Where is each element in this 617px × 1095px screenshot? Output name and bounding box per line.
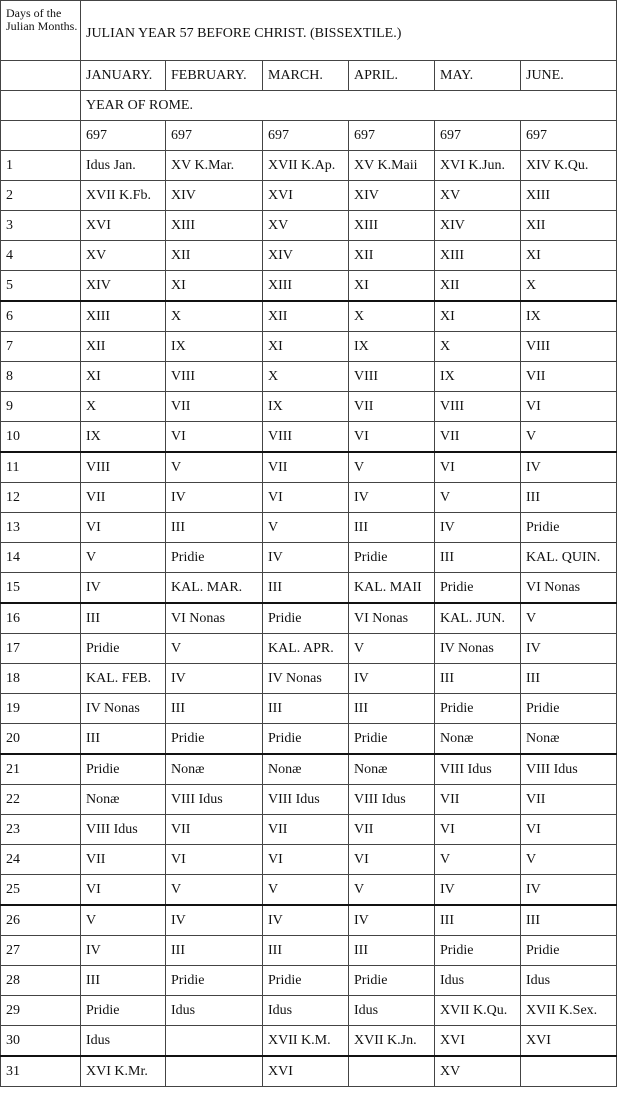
day-number-cell: 20 bbox=[1, 724, 81, 755]
roman-date-cell: XI bbox=[81, 362, 166, 392]
roman-date-cell: Nonæ bbox=[166, 754, 263, 785]
roman-date-cell: XII bbox=[435, 271, 521, 302]
roman-date-cell bbox=[521, 1056, 617, 1087]
year-label-blank bbox=[1, 91, 81, 121]
table-row bbox=[1, 241, 617, 271]
roman-date-cell: XVI bbox=[81, 211, 166, 241]
roman-date-cell: VI bbox=[435, 815, 521, 845]
table-row bbox=[1, 211, 617, 241]
roman-date-cell: III bbox=[166, 513, 263, 543]
table-row bbox=[1, 573, 617, 604]
roman-date-cell: VIII bbox=[435, 392, 521, 422]
roman-date-cell: XII bbox=[521, 211, 617, 241]
day-number-cell: 19 bbox=[1, 694, 81, 724]
roman-date-cell: XV bbox=[81, 241, 166, 271]
roman-date-cell: VI bbox=[263, 483, 349, 513]
year-of-rome-label: YEAR OF ROME. bbox=[81, 91, 617, 121]
table-row bbox=[1, 271, 617, 302]
roman-date-cell: IV bbox=[349, 483, 435, 513]
day-number-cell: 14 bbox=[1, 543, 81, 573]
year-value: 697 bbox=[81, 121, 166, 151]
roman-date-cell: Pridie bbox=[263, 724, 349, 755]
roman-date-cell: IV Nonas bbox=[435, 634, 521, 664]
roman-date-cell: XVI bbox=[521, 1026, 617, 1057]
roman-date-cell: Idus Jan. bbox=[81, 151, 166, 181]
table-row bbox=[1, 452, 617, 483]
roman-date-cell: XVII K.Fb. bbox=[81, 181, 166, 211]
roman-date-cell: Nonæ bbox=[81, 785, 166, 815]
roman-date-cell: III bbox=[81, 603, 166, 634]
roman-date-cell: XI bbox=[166, 271, 263, 302]
roman-date-cell: VII bbox=[81, 845, 166, 875]
roman-date-cell: XI bbox=[263, 332, 349, 362]
roman-date-cell: XIII bbox=[263, 271, 349, 302]
roman-date-cell: VII bbox=[349, 392, 435, 422]
day-number-cell: 9 bbox=[1, 392, 81, 422]
roman-date-cell: IV Nonas bbox=[81, 694, 166, 724]
day-number-cell: 11 bbox=[1, 452, 81, 483]
day-number-cell: 27 bbox=[1, 936, 81, 966]
roman-date-cell: IX bbox=[521, 301, 617, 332]
calendar-body bbox=[1, 1, 617, 1087]
roman-date-cell: VII bbox=[521, 785, 617, 815]
roman-date-cell: X bbox=[263, 362, 349, 392]
roman-date-cell: V bbox=[435, 483, 521, 513]
roman-date-cell bbox=[166, 1056, 263, 1087]
table-row bbox=[1, 634, 617, 664]
year-of-rome-label-row bbox=[1, 91, 617, 121]
table-row bbox=[1, 936, 617, 966]
roman-date-cell: V bbox=[263, 875, 349, 906]
roman-date-cell: VIII bbox=[166, 362, 263, 392]
table-row bbox=[1, 181, 617, 211]
roman-date-cell: VI bbox=[166, 422, 263, 453]
roman-date-cell: VIII bbox=[349, 362, 435, 392]
year-value: 697 bbox=[435, 121, 521, 151]
roman-date-cell: VII bbox=[435, 422, 521, 453]
roman-date-cell: Idus bbox=[166, 996, 263, 1026]
roman-date-cell: XIV bbox=[166, 181, 263, 211]
roman-date-cell: VII bbox=[349, 815, 435, 845]
roman-date-cell: Nonæ bbox=[435, 724, 521, 755]
day-number-cell: 21 bbox=[1, 754, 81, 785]
roman-date-cell: VI Nonas bbox=[166, 603, 263, 634]
table-title-cell bbox=[81, 1, 617, 61]
roman-date-cell: III bbox=[263, 936, 349, 966]
roman-date-cell: Pridie bbox=[166, 543, 263, 573]
roman-date-cell: XV K.Mar. bbox=[166, 151, 263, 181]
roman-date-cell: KAL. FEB. bbox=[81, 664, 166, 694]
roman-date-cell: XVI bbox=[435, 1026, 521, 1057]
roman-date-cell: X bbox=[81, 392, 166, 422]
roman-date-cell: XVI bbox=[263, 1056, 349, 1087]
day-number-cell: 24 bbox=[1, 845, 81, 875]
roman-date-cell: III bbox=[435, 905, 521, 936]
roman-date-cell: VIII bbox=[521, 332, 617, 362]
roman-date-cell: III bbox=[166, 936, 263, 966]
roman-date-cell: IX bbox=[349, 332, 435, 362]
roman-date-cell: XVII K.Jn. bbox=[349, 1026, 435, 1057]
roman-date-cell: XVII K.Sex. bbox=[521, 996, 617, 1026]
roman-date-cell: Pridie bbox=[81, 754, 166, 785]
table-row bbox=[1, 694, 617, 724]
year-value: 697 bbox=[166, 121, 263, 151]
roman-date-cell: VII bbox=[435, 785, 521, 815]
roman-date-cell: Pridie bbox=[435, 573, 521, 604]
roman-date-cell: XIV bbox=[349, 181, 435, 211]
table-row bbox=[1, 905, 617, 936]
day-number-cell: 2 bbox=[1, 181, 81, 211]
table-title: JULIAN YEAR 57 BEFORE CHRIST. bbox=[86, 25, 307, 41]
roman-date-cell: VI bbox=[81, 513, 166, 543]
roman-date-cell: VII bbox=[263, 452, 349, 483]
month-header: JANUARY. bbox=[81, 61, 166, 91]
roman-date-cell: Pridie bbox=[349, 724, 435, 755]
roman-date-cell: VIII bbox=[81, 452, 166, 483]
roman-date-cell: XV bbox=[263, 211, 349, 241]
roman-date-cell: IV bbox=[349, 905, 435, 936]
roman-date-cell: IV bbox=[263, 543, 349, 573]
roman-date-cell: IV bbox=[435, 875, 521, 906]
roman-date-cell: VII bbox=[166, 815, 263, 845]
table-row bbox=[1, 513, 617, 543]
roman-date-cell: III bbox=[263, 573, 349, 604]
roman-date-cell: XII bbox=[263, 301, 349, 332]
table-row bbox=[1, 422, 617, 453]
table-row bbox=[1, 1026, 617, 1057]
day-number-cell: 15 bbox=[1, 573, 81, 604]
roman-date-cell: XII bbox=[349, 241, 435, 271]
roman-date-cell: VII bbox=[81, 483, 166, 513]
roman-date-cell: VIII Idus bbox=[263, 785, 349, 815]
day-number-cell: 25 bbox=[1, 875, 81, 906]
roman-date-cell: XI bbox=[435, 301, 521, 332]
year-value: 697 bbox=[521, 121, 617, 151]
day-number-cell: 13 bbox=[1, 513, 81, 543]
roman-date-cell: III bbox=[435, 664, 521, 694]
months-row-blank bbox=[1, 61, 81, 91]
roman-date-cell: VI bbox=[166, 845, 263, 875]
day-number-cell: 29 bbox=[1, 996, 81, 1026]
roman-date-cell: XVII K.M. bbox=[263, 1026, 349, 1057]
roman-date-cell: VIII Idus bbox=[81, 815, 166, 845]
roman-date-cell: XIV K.Qu. bbox=[521, 151, 617, 181]
year-values-blank bbox=[1, 121, 81, 151]
roman-date-cell: VIII bbox=[263, 422, 349, 453]
roman-date-cell: V bbox=[81, 905, 166, 936]
roman-date-cell: XVII K.Qu. bbox=[435, 996, 521, 1026]
roman-date-cell: Idus bbox=[263, 996, 349, 1026]
day-number-cell: 26 bbox=[1, 905, 81, 936]
roman-date-cell: V bbox=[349, 875, 435, 906]
roman-date-cell: IX bbox=[81, 422, 166, 453]
roman-date-cell: IV bbox=[81, 936, 166, 966]
roman-date-cell: XV K.Maii bbox=[349, 151, 435, 181]
roman-date-cell: VI bbox=[263, 845, 349, 875]
roman-date-cell: IV bbox=[166, 664, 263, 694]
year-value: 697 bbox=[263, 121, 349, 151]
table-row bbox=[1, 845, 617, 875]
title-row bbox=[1, 1, 617, 61]
roman-date-cell: VII bbox=[521, 362, 617, 392]
table-subtitle: (BISSEXTILE.) bbox=[310, 25, 402, 41]
roman-date-cell bbox=[166, 1026, 263, 1057]
month-header: MARCH. bbox=[263, 61, 349, 91]
day-number-cell: 3 bbox=[1, 211, 81, 241]
roman-date-cell: V bbox=[521, 845, 617, 875]
roman-date-cell: VI bbox=[435, 452, 521, 483]
roman-date-cell: V bbox=[81, 543, 166, 573]
roman-date-cell: III bbox=[263, 694, 349, 724]
month-header: FEBRUARY. bbox=[166, 61, 263, 91]
day-number-cell: 8 bbox=[1, 362, 81, 392]
roman-date-cell: VI Nonas bbox=[349, 603, 435, 634]
roman-date-cell: Pridie bbox=[521, 936, 617, 966]
roman-date-cell: XIV bbox=[81, 271, 166, 302]
roman-date-cell: VI bbox=[521, 815, 617, 845]
roman-date-cell: IV bbox=[521, 452, 617, 483]
month-header: APRIL. bbox=[349, 61, 435, 91]
roman-date-cell: IV bbox=[435, 513, 521, 543]
roman-date-cell: V bbox=[521, 422, 617, 453]
roman-date-cell: Pridie bbox=[521, 513, 617, 543]
day-number-cell: 12 bbox=[1, 483, 81, 513]
roman-date-cell: X bbox=[349, 301, 435, 332]
day-number-cell: 30 bbox=[1, 1026, 81, 1057]
roman-date-cell: Idus bbox=[521, 966, 617, 996]
roman-date-cell: III bbox=[81, 724, 166, 755]
roman-date-cell: Idus bbox=[435, 966, 521, 996]
roman-date-cell: KAL. MAR. bbox=[166, 573, 263, 604]
table-row bbox=[1, 483, 617, 513]
days-header-cell: Days of the Julian Months. bbox=[1, 1, 81, 61]
roman-date-cell: IX bbox=[435, 362, 521, 392]
roman-date-cell: Pridie bbox=[263, 603, 349, 634]
roman-date-cell: III bbox=[521, 664, 617, 694]
roman-date-cell: Nonæ bbox=[349, 754, 435, 785]
roman-date-cell: V bbox=[349, 452, 435, 483]
roman-date-cell: V bbox=[521, 603, 617, 634]
table-row bbox=[1, 664, 617, 694]
roman-date-cell: Pridie bbox=[435, 936, 521, 966]
roman-date-cell: IV bbox=[521, 875, 617, 906]
roman-date-cell: X bbox=[166, 301, 263, 332]
roman-date-cell: III bbox=[435, 543, 521, 573]
roman-date-cell: KAL. JUN. bbox=[435, 603, 521, 634]
roman-date-cell: XVI K.Jun. bbox=[435, 151, 521, 181]
table-row bbox=[1, 543, 617, 573]
roman-date-cell: VIII Idus bbox=[349, 785, 435, 815]
roman-date-cell: Pridie bbox=[521, 694, 617, 724]
roman-date-cell: XII bbox=[81, 332, 166, 362]
roman-date-cell: Idus bbox=[81, 1026, 166, 1057]
roman-date-cell: Pridie bbox=[81, 634, 166, 664]
roman-date-cell: KAL. QUIN. bbox=[521, 543, 617, 573]
roman-date-cell: V bbox=[349, 634, 435, 664]
roman-date-cell: VIII Idus bbox=[521, 754, 617, 785]
roman-date-cell: XIV bbox=[263, 241, 349, 271]
day-number-cell: 18 bbox=[1, 664, 81, 694]
table-row bbox=[1, 754, 617, 785]
roman-date-cell: Pridie bbox=[349, 543, 435, 573]
roman-date-cell: V bbox=[435, 845, 521, 875]
table-row bbox=[1, 996, 617, 1026]
roman-date-cell: VI bbox=[349, 422, 435, 453]
roman-date-cell: XIII bbox=[521, 181, 617, 211]
day-number-cell: 22 bbox=[1, 785, 81, 815]
roman-date-cell: XII bbox=[166, 241, 263, 271]
roman-date-cell: Pridie bbox=[166, 724, 263, 755]
roman-date-cell: IV bbox=[263, 905, 349, 936]
table-row bbox=[1, 151, 617, 181]
roman-date-cell: III bbox=[349, 936, 435, 966]
roman-date-cell: Nonæ bbox=[521, 724, 617, 755]
table-row bbox=[1, 1056, 617, 1087]
table-row bbox=[1, 815, 617, 845]
roman-date-cell: Pridie bbox=[81, 996, 166, 1026]
roman-date-cell: XI bbox=[349, 271, 435, 302]
table-row bbox=[1, 785, 617, 815]
roman-date-cell: IV Nonas bbox=[263, 664, 349, 694]
table-row bbox=[1, 301, 617, 332]
roman-date-cell: Pridie bbox=[263, 966, 349, 996]
roman-date-cell: XIII bbox=[349, 211, 435, 241]
month-header: JUNE. bbox=[521, 61, 617, 91]
day-number-cell: 28 bbox=[1, 966, 81, 996]
roman-date-cell: III bbox=[166, 694, 263, 724]
table-row bbox=[1, 392, 617, 422]
roman-date-cell bbox=[349, 1056, 435, 1087]
roman-date-cell: V bbox=[166, 875, 263, 906]
roman-date-cell: Idus bbox=[349, 996, 435, 1026]
roman-date-cell: XV bbox=[435, 1056, 521, 1087]
roman-date-cell: Pridie bbox=[166, 966, 263, 996]
roman-date-cell: KAL. APR. bbox=[263, 634, 349, 664]
day-number-cell: 17 bbox=[1, 634, 81, 664]
roman-date-cell: IV bbox=[521, 634, 617, 664]
year-value: 697 bbox=[349, 121, 435, 151]
day-number-cell: 7 bbox=[1, 332, 81, 362]
roman-date-cell: VIII Idus bbox=[435, 754, 521, 785]
day-number-cell: 10 bbox=[1, 422, 81, 453]
roman-date-cell: V bbox=[166, 634, 263, 664]
roman-date-cell: XVI bbox=[263, 181, 349, 211]
roman-date-cell: III bbox=[521, 483, 617, 513]
roman-date-cell: VI bbox=[521, 392, 617, 422]
roman-date-cell: XIII bbox=[166, 211, 263, 241]
day-number-cell: 16 bbox=[1, 603, 81, 634]
roman-date-cell: XIII bbox=[81, 301, 166, 332]
roman-date-cell: X bbox=[435, 332, 521, 362]
day-number-cell: 23 bbox=[1, 815, 81, 845]
day-number-cell: 1 bbox=[1, 151, 81, 181]
roman-date-cell: IV bbox=[166, 483, 263, 513]
roman-date-cell: VI bbox=[81, 875, 166, 906]
months-row bbox=[1, 61, 617, 91]
roman-date-cell: III bbox=[521, 905, 617, 936]
roman-date-cell: IV bbox=[349, 664, 435, 694]
table-row bbox=[1, 966, 617, 996]
roman-date-cell: IV bbox=[166, 905, 263, 936]
table-row bbox=[1, 332, 617, 362]
roman-date-cell: XVI K.Mr. bbox=[81, 1056, 166, 1087]
year-values-row bbox=[1, 121, 617, 151]
roman-date-cell: XIII bbox=[435, 241, 521, 271]
day-number-cell: 5 bbox=[1, 271, 81, 302]
table-row bbox=[1, 724, 617, 755]
day-number-cell: 4 bbox=[1, 241, 81, 271]
roman-date-cell: V bbox=[263, 513, 349, 543]
roman-date-cell: IX bbox=[166, 332, 263, 362]
roman-date-cell: VI bbox=[349, 845, 435, 875]
roman-date-cell: IX bbox=[263, 392, 349, 422]
day-number-cell: 31 bbox=[1, 1056, 81, 1087]
roman-date-cell: XVII K.Ap. bbox=[263, 151, 349, 181]
roman-date-cell: VI Nonas bbox=[521, 573, 617, 604]
roman-date-cell: III bbox=[349, 513, 435, 543]
roman-date-cell: III bbox=[349, 694, 435, 724]
roman-date-cell: IV bbox=[81, 573, 166, 604]
roman-date-cell: X bbox=[521, 271, 617, 302]
roman-date-cell: XI bbox=[521, 241, 617, 271]
roman-date-cell: VIII Idus bbox=[166, 785, 263, 815]
roman-date-cell: V bbox=[166, 452, 263, 483]
roman-date-cell: KAL. MAII bbox=[349, 573, 435, 604]
roman-date-cell: XIV bbox=[435, 211, 521, 241]
roman-date-cell: VII bbox=[263, 815, 349, 845]
roman-date-cell: XV bbox=[435, 181, 521, 211]
roman-date-cell: Pridie bbox=[435, 694, 521, 724]
roman-date-cell: Pridie bbox=[349, 966, 435, 996]
table-row bbox=[1, 875, 617, 906]
roman-date-cell: III bbox=[81, 966, 166, 996]
roman-date-cell: VII bbox=[166, 392, 263, 422]
table-row bbox=[1, 603, 617, 634]
table-row bbox=[1, 362, 617, 392]
day-number-cell: 6 bbox=[1, 301, 81, 332]
roman-date-cell: Nonæ bbox=[263, 754, 349, 785]
month-header: MAY. bbox=[435, 61, 521, 91]
